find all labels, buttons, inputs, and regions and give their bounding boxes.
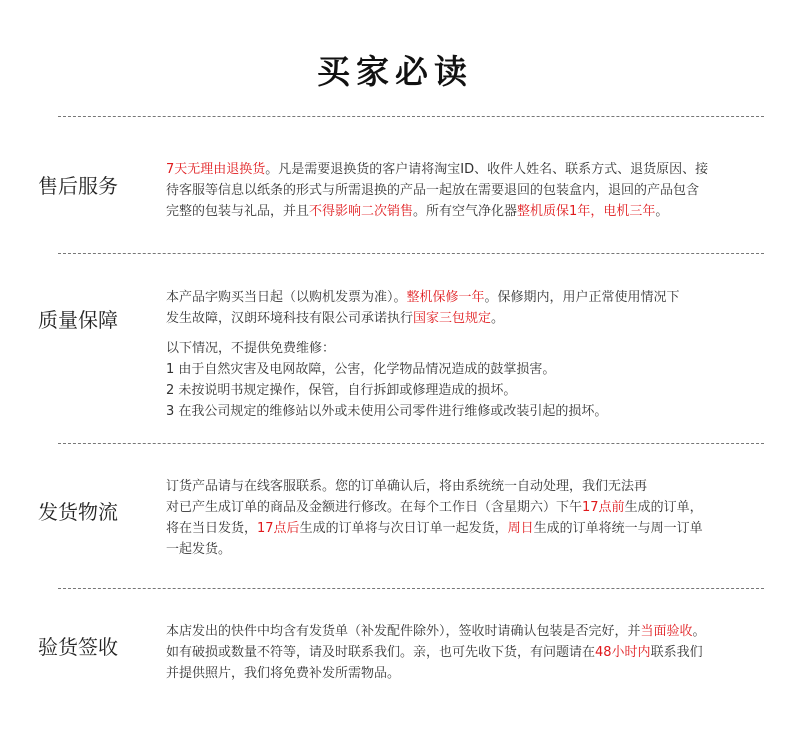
body-text: 。凡是需要退换货的客户请将淘宝ID、收件人姓名、联系方式、退货原因、接	[265, 162, 709, 177]
body-text: 订货产品请与在线客服联系。您的订单确认后，将由系统统一自动处理，我们无法再	[166, 479, 648, 494]
highlight-text: 国家三包规定	[413, 311, 492, 326]
body-text: 。	[491, 311, 505, 326]
section-body	[166, 159, 756, 222]
page-title: 买家必读	[317, 52, 473, 91]
body-line	[166, 539, 756, 560]
section-label: 售后服务	[38, 174, 118, 198]
body-text: 对已产生成订单的商品及金额进行修改。在每个工作日（含星期六）下午	[166, 500, 583, 515]
body-text: 生成的订单，	[624, 500, 703, 515]
section-body	[166, 287, 756, 422]
body-text: 本产品字购买当日起（以购机发票为准）。	[166, 290, 407, 305]
body-text: 联系我们	[650, 645, 703, 660]
body-line	[166, 518, 756, 539]
body-text: 生成的订单将与次日订单一起发货，	[299, 521, 508, 536]
highlight-text: 整机保修一年	[406, 290, 485, 305]
highlight-text: 整机质保1年，电机三年	[517, 204, 656, 219]
highlight-text: 48小时内	[595, 645, 651, 660]
highlight-text: 当面验收	[640, 624, 693, 639]
body-text: 。所有空气净化器	[413, 204, 518, 219]
body-line	[166, 287, 756, 308]
section-label: 质量保障	[38, 308, 118, 332]
body-text: 以下情况，不提供免费维修：	[166, 341, 336, 356]
body-line	[166, 180, 756, 201]
body-line	[166, 497, 756, 518]
line-gap	[166, 329, 756, 338]
body-line	[166, 308, 756, 329]
body-text: 。保修期内，用户正常使用情况下	[484, 290, 680, 305]
body-text: 。	[692, 624, 706, 639]
section-label: 发货物流	[38, 500, 118, 524]
body-text: 生成的订单将统一与周一订单	[533, 521, 703, 536]
body-text: 一起发货。	[166, 542, 232, 557]
body-text: 2 未按说明书规定操作，保管，自行拆卸或修理造成的损坏。	[166, 383, 517, 398]
divider	[58, 588, 764, 589]
divider	[58, 253, 764, 254]
body-line	[166, 663, 756, 684]
body-text: 并提供照片，我们将免费补发所需物品。	[166, 666, 401, 681]
body-text: 将在当日发货，	[166, 521, 258, 536]
section-body	[166, 621, 756, 684]
body-line	[166, 642, 756, 663]
body-text: 待客服等信息以纸条的形式与所需退换的产品一起放在需要退回的包装盒内，退回的产品包含	[166, 183, 700, 198]
highlight-text: 周日	[507, 521, 534, 536]
body-text: 完整的包装与礼品，并且	[166, 204, 310, 219]
body-text: 本店发出的快件中均含有发货单（补发配件除外），签收时请确认包装是否完好，并	[166, 624, 641, 639]
highlight-text: 7天无理由退换货	[166, 162, 266, 177]
body-line	[166, 338, 756, 359]
body-line	[166, 359, 756, 380]
body-text: 3 在我公司规定的维修站以外或未使用公司零件进行维修或改装引起的损坏。	[166, 404, 608, 419]
divider	[58, 116, 764, 117]
body-text: 1 由于自然灾害及电网故障，公害，化学物品情况造成的鼓掌损害。	[166, 362, 556, 377]
body-text: 发生故障，汉朗环境科技有限公司承诺执行	[166, 311, 414, 326]
section-label: 验货签收	[38, 635, 118, 659]
body-line	[166, 621, 756, 642]
highlight-text: 不得影响二次销售	[309, 204, 414, 219]
highlight-text: 17点后	[257, 521, 300, 536]
body-line	[166, 476, 756, 497]
section-body	[166, 476, 756, 560]
divider	[58, 443, 764, 444]
highlight-text: 17点前	[582, 500, 625, 515]
body-line	[166, 201, 756, 222]
body-line	[166, 159, 756, 180]
body-line	[166, 401, 756, 422]
body-text: 。	[655, 204, 669, 219]
body-line	[166, 380, 756, 401]
body-text: 如有破损或数量不符等，请及时联系我们。亲，也可先收下货，有问题请在	[166, 645, 596, 660]
